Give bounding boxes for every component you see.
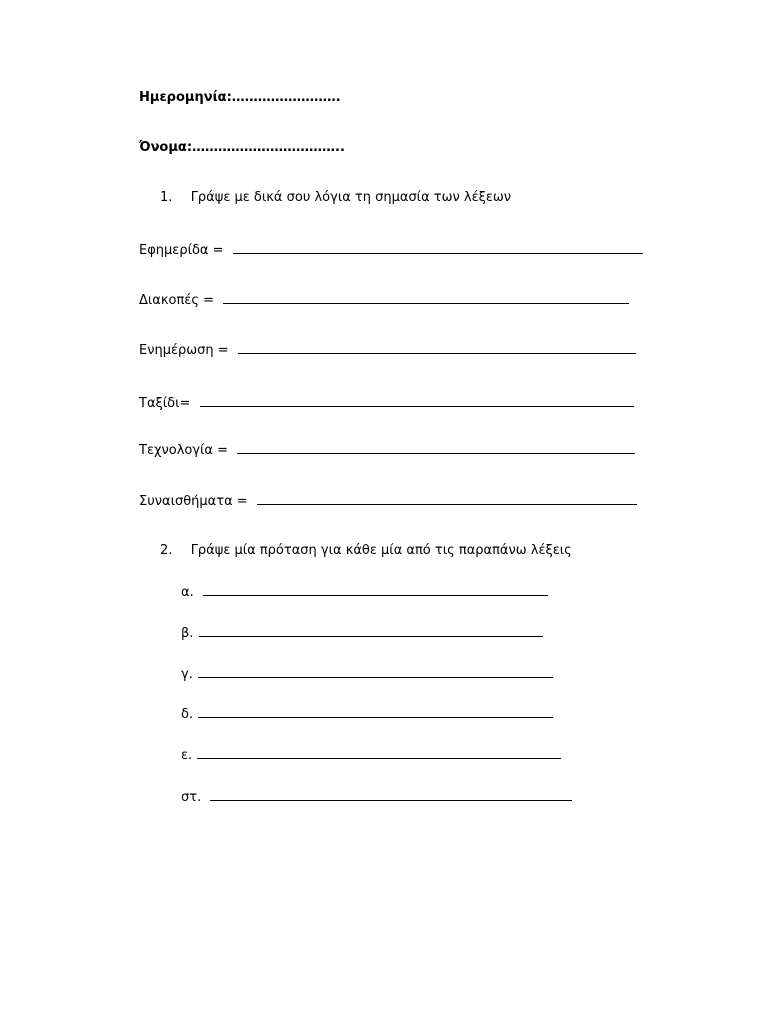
sentence-row [181,583,548,601]
definition-row [139,441,635,459]
sentence-label: στ. [181,790,202,805]
exercise-1-instruction: Γράψε με δικά σου λόγια τη σημασία των λέξεων [190,190,512,205]
sentence-label: ε. [181,748,193,763]
sentence-label: γ. [181,667,193,682]
sentence-row [181,665,553,683]
sentence-label: δ. [181,707,194,722]
definition-label: Διακοπές = [139,293,214,308]
exercise-1-number: 1. [160,190,173,205]
answer-blank[interactable] [257,492,637,505]
sentence-blank[interactable] [198,705,553,718]
exercise-2-heading [160,543,572,559]
date-field: Ημερομηνία:……………………. [139,90,341,105]
exercise-2-number: 2. [160,543,173,558]
definition-label: Εφημερίδα = [139,243,224,258]
definition-row [139,341,636,359]
definition-label: Ταξίδι= [139,396,191,411]
sentence-blank[interactable] [199,624,543,637]
exercise-2-instruction: Γράψε μία πρόταση για κάθε μία από τις παραπάνω λέξεις [190,543,572,558]
sentence-row [181,788,572,806]
answer-blank[interactable] [223,291,629,304]
sentence-blank[interactable] [198,665,553,678]
definition-label: Τεχνολογία = [139,443,229,458]
answer-blank[interactable] [233,241,643,254]
definition-row [139,394,634,412]
definition-row [139,492,637,510]
sentence-row [181,746,561,764]
sentence-blank[interactable] [210,788,572,801]
sentence-blank[interactable] [203,583,548,596]
sentence-blank[interactable] [197,746,561,759]
exercise-1-heading [160,190,511,206]
definition-row [139,241,643,259]
answer-blank[interactable] [238,341,636,354]
sentence-row [181,624,543,642]
definition-label: Συναισθήματα = [139,494,248,509]
answer-blank[interactable] [200,394,634,407]
definition-label: Ενημέρωση = [139,343,229,358]
name-field: Όνομα:…………………………….. [139,140,345,155]
definition-row [139,291,629,309]
sentence-label: α. [181,585,194,600]
sentence-row [181,705,553,723]
sentence-label: β. [181,626,194,641]
answer-blank[interactable] [237,441,635,454]
